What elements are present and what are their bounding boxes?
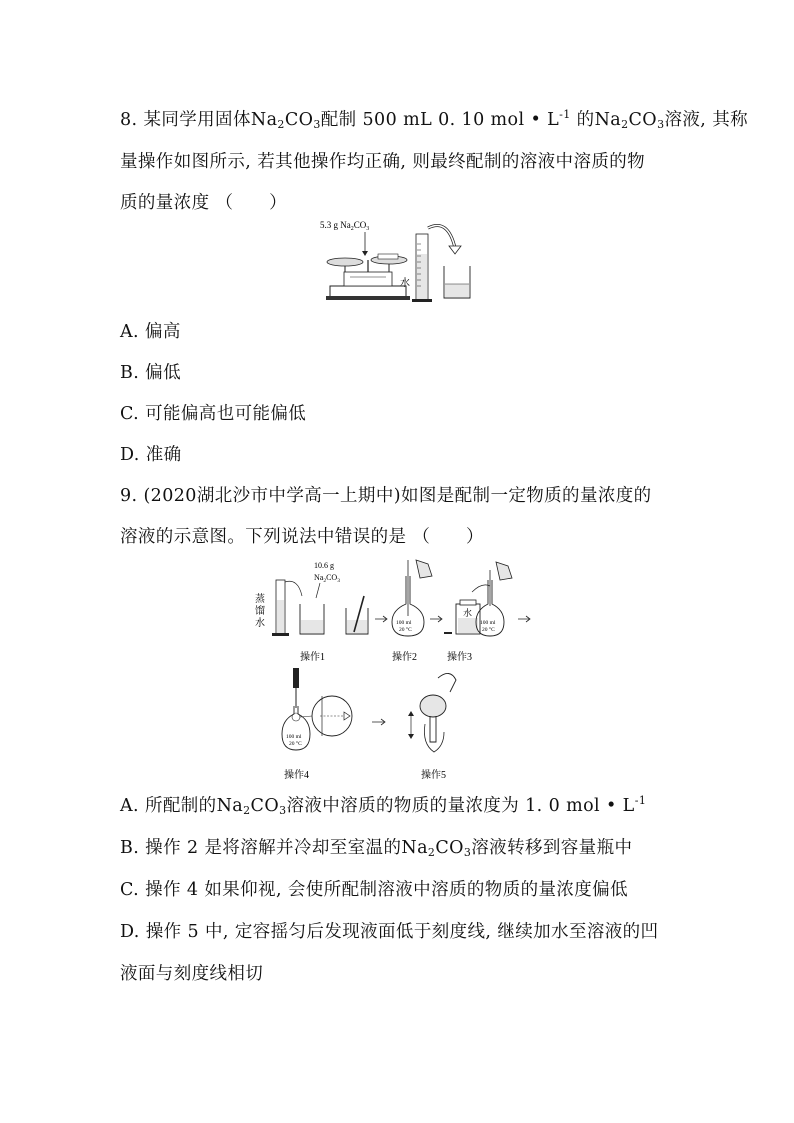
q9-fig-op3: 操作3 [447, 652, 472, 663]
svg-text:100 ml: 100 ml [480, 620, 496, 626]
q9-stem-line-1: 9. (2020湖北沙市中学高一上期中)如图是配制一定物质的量浓度的 [120, 486, 652, 506]
q9-fig-op4: 操作4 [284, 770, 309, 781]
q8-option-d: D. 准确 [120, 445, 182, 465]
q9-fig-op1: 操作1 [300, 652, 325, 663]
svg-text:馏: 馏 [255, 606, 265, 617]
q8-stem-line-2: 量操作如图所示, 若其他操作均正确, 则最终配制的溶液中溶质的物 [120, 152, 646, 172]
q8-figure-balance [320, 214, 480, 306]
svg-text:水: 水 [463, 608, 473, 618]
q8-stem-line-1: 8. 某同学用固体$Na_2CO_3$配制 500 mL 0. 10 mol • $L^{-1}$ 的$Na_2CO_3$溶液, 其称 [120, 108, 748, 131]
q8-fig-mass-label: 5.3 g $Na_2CO_3$ [320, 220, 370, 232]
svg-text:蒸: 蒸 [255, 594, 265, 605]
q9-option-c: C. 操作 4 如果仰视, 会使所配制溶液中溶质的物质的量浓度偏低 [120, 880, 628, 900]
q9-stem-line-2: 溶液的示意图。下列说法中错误的是 （ ） [120, 527, 484, 547]
q8-option-b: B. 偏低 [120, 363, 181, 383]
svg-text:20 °C: 20 °C [399, 627, 412, 633]
q9-option-a: A. 所配制的$Na_2CO_3$溶液中溶质的物质的量浓度为 1. 0 mol • $L^{-1}$ [120, 794, 647, 817]
svg-text:100 ml: 100 ml [286, 734, 302, 740]
q9-fig-op2: 操作2 [392, 652, 417, 663]
q9-fig-op5: 操作5 [421, 770, 446, 781]
svg-text:20 °C: 20 °C [482, 627, 495, 633]
q9-fig-mass-label: 10.6 g [314, 561, 334, 570]
svg-text:100 ml: 100 ml [396, 620, 412, 626]
svg-text:20 °C: 20 °C [289, 741, 302, 747]
q9-fig-na2co3-label: $Na_2CO_3$ [314, 573, 340, 584]
q8-option-c: C. 可能偏高也可能偏低 [120, 404, 307, 424]
q8-option-a: A. 偏高 [120, 322, 181, 342]
q9-option-b: B. 操作 2 是将溶解并冷却至室温的$Na_2CO_3$溶液转移到容量瓶中 [120, 838, 633, 859]
svg-text:水: 水 [255, 618, 265, 629]
q9-option-d-line-2: 液面与刻度线相切 [120, 964, 264, 984]
q9-figure-procedure [250, 556, 540, 786]
q8-fig-water-label: 水 [400, 278, 410, 289]
q9-option-d-line-1: D. 操作 5 中, 定容摇匀后发现液面低于刻度线, 继续加水至溶液的凹 [120, 922, 659, 942]
q8-stem-line-3: 质的量浓度 （ ） [120, 193, 288, 213]
